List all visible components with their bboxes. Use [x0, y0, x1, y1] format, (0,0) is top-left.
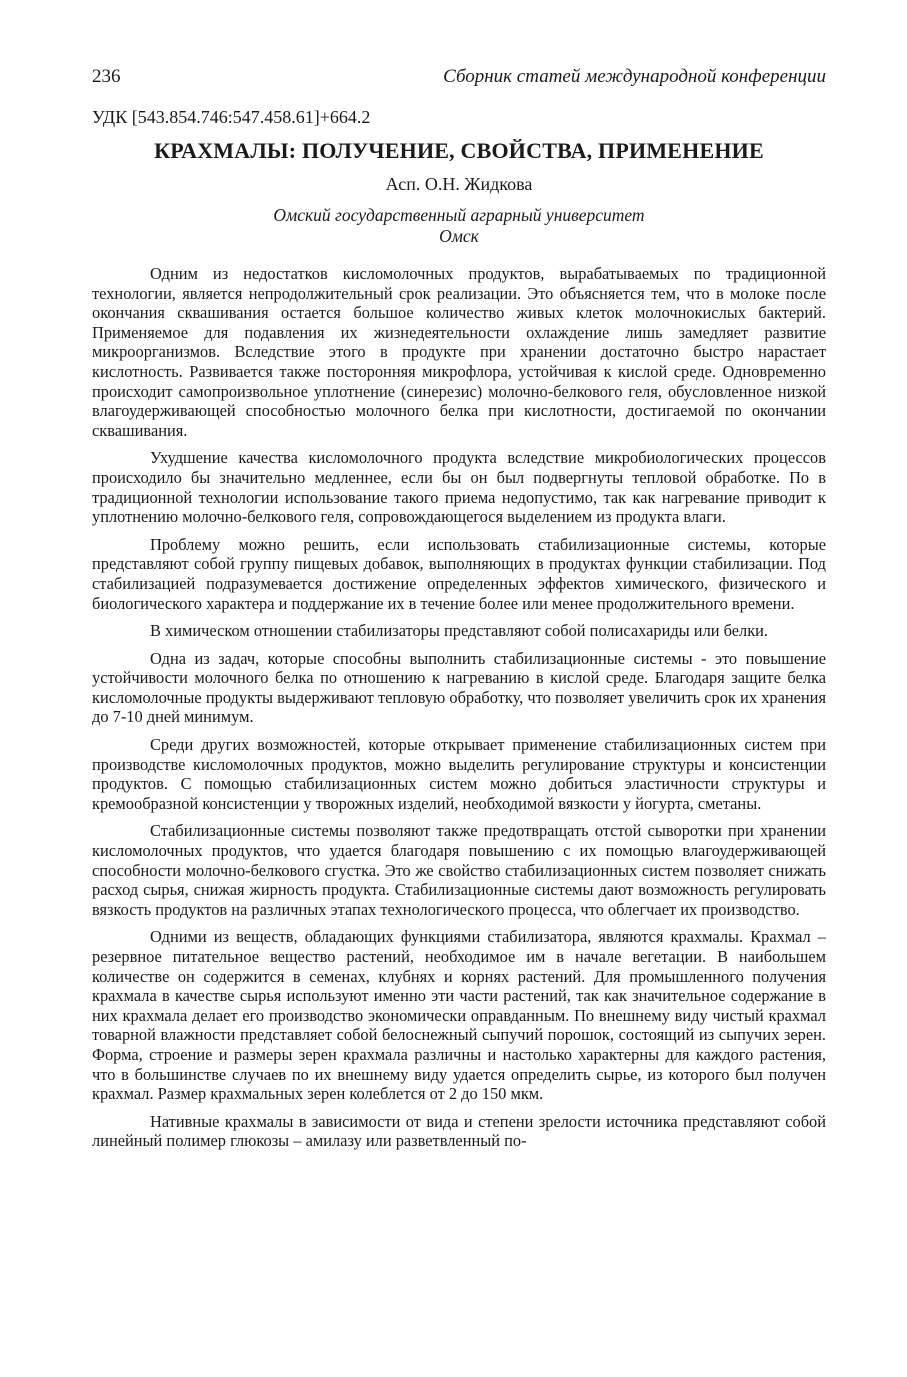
- paragraph: В химическом отношении стабилизаторы представляют собой полисахариды или белки.: [150, 621, 769, 641]
- paragraph: Среди других возможностей, которые открывает применение стабилизационных систем при производстве кисломолочных продуктов, можно выделить регулирование структуры и консистенции продуктов. С помощью стабилизационных систем можно добиться эластичности структуры и кремообразной консистенции у творожных изделий, необходимой вязкости у йогурта, сметаны.: [92, 735, 826, 813]
- paragraph: Стабилизационные системы позволяют также предотвращать отстой сыворотки при хранении кисломолочных продуктов, что удается благодаря повышению с их помощью влагоудерживающей способности молочно-белкового сгустка. Это же свойство стабилизационных систем позволяет снижать расход сырья, снижая жирность продукта. Стабилизационные системы дают возможность регулировать вязкость продуктов на различных этапах технологического процесса, что облегчает их производство.: [92, 821, 826, 919]
- paragraph: Одним из недостатков кисломолочных продуктов, вырабатываемых по традиционной технологии, является непродолжительный срок реализации. Это объясняется тем, что в молоке после окончания сквашивания остается большое количество живых клеток молочнокислых бактерий. Применяемое для подавления их жизнедеятельности охлаждение лишь замедляет развитие микроорганизмов. Вследствие этого в продукте при хранении достаточно быстро нарастает кислотность. Развивается также посторонняя микрофлора, устойчивая к кислой среде. Одновременно происходит самопроизвольное уплотнение (синерезис) молочно-белкового геля, обусловленное низкой влагоудерживающей способностью молочного белка при кислотности, достигаемой по окончании сквашивания.: [92, 264, 826, 440]
- affiliation-name: Омский государственный аграрный университет: [273, 205, 645, 225]
- paragraph: Нативные крахмалы в зависимости от вида и степени зрелости источника представляют собой линейный полимер глюкозы – амилазу или разветвленный по-: [92, 1111, 826, 1151]
- author-affiliation: [92, 205, 826, 247]
- document-page: [92, 66, 826, 1151]
- paragraph: Проблему можно решить, если использовать стабилизационные системы, которые представляют собой группу пищевых добавок, выполняющих в продуктах функции стабилизации. Под стабилизацией подразумевается достижение определенных эффектов химического, физического и биологического характера и поддержание их в течение более или менее продолжительного времени.: [92, 534, 826, 613]
- article-author: Асп. О.Н. Жидкова: [385, 174, 533, 194]
- article-title: КРАХМАЛЫ: ПОЛУЧЕНИЕ, СВОЙСТВА, ПРИМЕНЕНИЕ: [154, 138, 764, 163]
- paragraph: Одна из задач, которые способны выполнить стабилизационные системы - это повышение устойчивости молочного белка по отношению к нагреванию в кислой среде. Благодаря защите белка кисломолочные продукты выдерживают тепловую обработку, что позволяет увеличить срок их хранения до 7-10 дней минимум.: [92, 648, 826, 727]
- running-header: [92, 66, 826, 92]
- page-number: 236: [92, 66, 121, 87]
- paragraph: Одними из веществ, обладающих функциями стабилизатора, являются крахмалы. Крахмал – резервное питательное вещество растений, необходимое им в начале вегетации. В наибольшем количестве он содержится в семенах, клубнях и корнях растений. Для промышленного получения крахмала в качестве сырья используют именно эти части растений, так как значительное содержание в них крахмала делает его производство экономически оправданным. По внешнему виду чистый крахмал товарной влажности представляет собой белоснежный сыпучий порошок, состоящий из сыпучих зерен. Форма, строение и размеры зерен крахмала различны и настолько характерны для каждого растения, что в большинстве случаев по их внешнему виду удается определить сырье, из которого был получен крахмал. Размер крахмальных зерен колеблется от 2 до 150 мкм.: [92, 927, 826, 1104]
- article-body: [92, 264, 826, 1151]
- udc-code: УДК [543.854.746:547.458.61]+664.2: [92, 107, 371, 127]
- paragraph: Ухудшение качества кисломолочного продукта вследствие микробиологических процессов происходило бы значительно медленнее, если бы он был подвергнуты тепловой обработке. По в традиционной технологии использование такого приема недопустимо, так как нагревание приводит к уплотнению молочно-белкового геля, сопровождающегося выделением из продукта влаги.: [92, 448, 826, 527]
- affiliation-city: Омск: [439, 226, 479, 246]
- running-title: Сборник статей международной конференции: [443, 66, 826, 87]
